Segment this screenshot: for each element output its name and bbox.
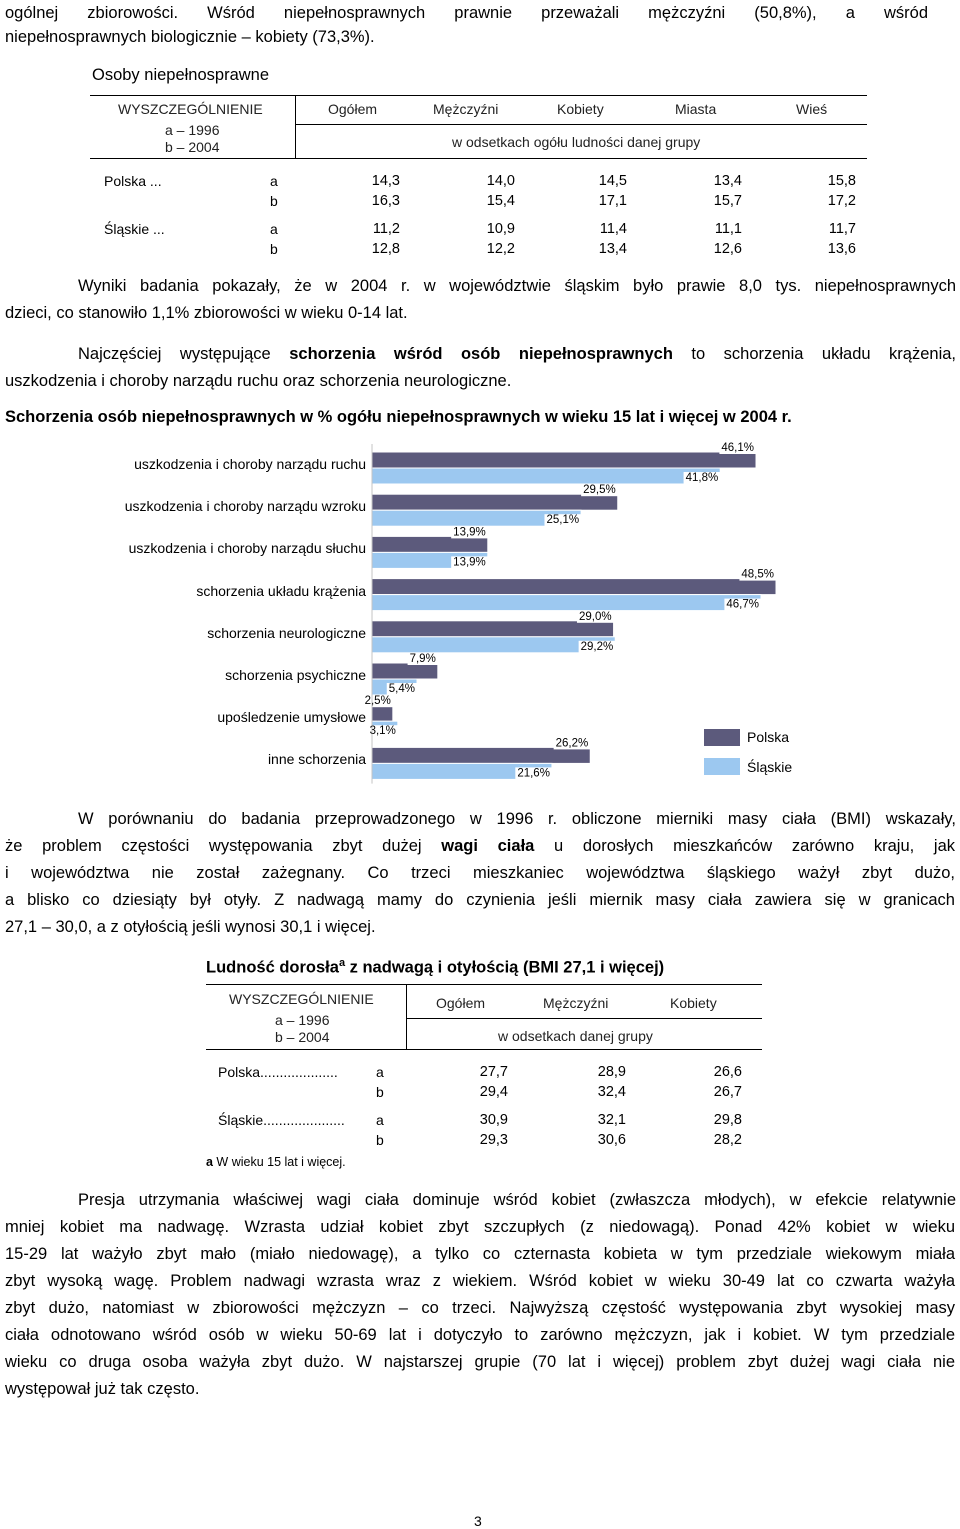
table2-row-polska <box>0 1064 960 1104</box>
table2-cell: 32,4 <box>597 1084 626 1100</box>
table2-region: Polska.................... <box>218 1064 338 1080</box>
bar-value-label: 46,7% <box>726 598 760 611</box>
para4-line-4: zbyt wysoką wagę. Problem nadwagi wzrasta wraz z wiekiem. Wśród kobiet w wieku 30-49 lat co czwarta ważyła <box>5 1272 955 1290</box>
table1-spec-header: WYSZCZEGÓLNIENIE <box>118 101 263 117</box>
table2-title-a: Ludność dorosła <box>206 958 339 977</box>
bar-polska <box>372 536 488 552</box>
table1-cell: 12,6 <box>713 241 742 257</box>
table2-spec-b: b – 2004 <box>275 1029 330 1045</box>
bar-value-label: 46,1% <box>721 442 755 454</box>
table1-col-cities: Miasta <box>675 101 717 117</box>
table1-spec-a: a – 1996 <box>165 122 220 138</box>
para4-line-2: mniej kobiet ma nadwagę. Wzrasta udział kobiet zbyt szczupłych (z niedowagą). Ponad 42% kobiet w wieku <box>5 1218 955 1236</box>
chart-legend <box>700 727 820 782</box>
bar-value-label: 7,9% <box>409 653 436 665</box>
para3-line-5: 27,1 – 30,0, a z otyłością jeśli wynosi 30,1 i więcej. <box>5 918 376 936</box>
table2-footnote-mark: a <box>206 1155 213 1169</box>
table1-row-polska <box>0 173 960 213</box>
chart-category-label: uszkodzenia i choroby narządu ruchu <box>134 456 366 472</box>
chart-category-label: schorzenia neurologiczne <box>207 624 366 641</box>
table2-title <box>206 957 664 978</box>
table1-title: Osoby niepełnosprawne <box>92 66 270 84</box>
para4-line-1: Presja utrzymania właściwej wagi ciała dominuje wśród kobiet (zwłaszcza młodych), w efekcie relatywnie <box>78 1191 956 1209</box>
legend-label-polska: Polska <box>747 729 790 745</box>
table1-col-village: Wieś <box>796 101 828 117</box>
table1-cell: 14,5 <box>598 173 627 189</box>
table1-cell: 13,4 <box>713 173 742 189</box>
table2-b-label: b <box>376 1132 384 1148</box>
bar-value-label: 41,8% <box>685 472 719 484</box>
table1-a-label: a <box>270 221 278 237</box>
bar-value-label: 25,1% <box>546 514 580 527</box>
table2-cell: 30,6 <box>597 1132 626 1148</box>
table2-cell: 26,7 <box>713 1084 742 1100</box>
table2-unit: w odsetkach danej grupy <box>498 1028 653 1044</box>
bar-value-label: 3,1% <box>369 725 396 738</box>
table2-title-b: z nadwagą i otyłością (BMI 27,1 i więcej) <box>345 958 665 977</box>
para4-line-7: wieku co druga osoba ważyła zbyt dużo. W najstarszej grupie (70 lat i więcej) problem zbyt dużej wagi ciała nie <box>5 1353 955 1371</box>
chart-category-label: upośledzenie umysłowe <box>217 709 366 726</box>
chart-category-label: uszkodzenia i choroby narządu słuchu <box>128 540 366 557</box>
table2-b-label: b <box>376 1084 384 1100</box>
table1-cell: 11,1 <box>714 221 742 237</box>
table1-cell: 15,8 <box>827 173 856 189</box>
chart-category-label: inne schorzenia <box>267 751 366 768</box>
bar-value-label: 13,9% <box>453 556 486 569</box>
table2-a-label: a <box>376 1064 384 1080</box>
para3-text-c: u dorosłych mieszkańców zarówno kraju, jak <box>534 837 955 855</box>
table1-cell: 11,4 <box>599 221 627 237</box>
para3-line-4: a blisko co dziesiąty był otyły. Z nadwagą mamy do czynienia jeśli miernik masy ciała zawiera się w granicach <box>5 891 955 909</box>
intro-line-1: ogólnej zbiorowości. Wśród niepełnosprawnych prawnie przeważali mężczyźni (50,8%), a wśród <box>5 4 928 22</box>
bar-value-label: 5,4% <box>388 683 415 695</box>
bar-polska <box>372 663 438 679</box>
table2-title-sup: a <box>338 957 346 969</box>
table1-cell: 11,7 <box>828 221 856 237</box>
table2-row-slaskie <box>0 1112 960 1152</box>
bar-value-label: 29,0% <box>578 610 612 623</box>
table1-cell: 16,3 <box>371 193 400 209</box>
bar-polska <box>372 621 614 637</box>
bar-polska <box>372 705 393 721</box>
table1-a-label: a <box>270 173 278 189</box>
table1-cell: 13,4 <box>598 241 627 257</box>
para4-line-6: ciała odnotowano wśród osób w wieku 50-69 lat i dotyczyło to zarówno mężczyzn, jak i kobiet. W tym przedziale <box>5 1326 955 1344</box>
table1-col-men: Mężczyźni <box>433 101 499 117</box>
table2-header-rule <box>407 1018 762 1019</box>
table2-cell: 30,9 <box>479 1112 508 1128</box>
table1-cell: 13,6 <box>827 241 856 257</box>
table1-header-divider <box>295 95 296 158</box>
para3-line-2 <box>5 833 955 860</box>
chart-category-label: uszkodzenia i choroby narządu wzroku <box>124 498 366 515</box>
bar-polska <box>372 747 590 763</box>
para2-text-c: to schorzenia układu krążenia, <box>672 345 956 363</box>
para2-text-a: Najczęściej występujące <box>78 345 290 363</box>
para3-line-1: W porównaniu do badania przeprowadzonego w 1996 r. obliczone mierniki masy ciała (BMI) wskazały, <box>78 810 956 828</box>
table2-col-men: Mężczyźni <box>543 995 609 1011</box>
table2-spec-a: a – 1996 <box>275 1012 330 1028</box>
table1-cell: 10,9 <box>486 221 515 237</box>
table1-col-total: Ogółem <box>328 101 378 117</box>
bar-slaskie <box>372 468 720 484</box>
table1-b-label: b <box>270 241 278 257</box>
table2-cell: 26,6 <box>713 1064 742 1080</box>
para3-text-bold: wagi ciała <box>441 837 535 855</box>
bar-polska <box>372 452 756 468</box>
table2-footnote-text: W wieku 15 lat i więcej. <box>212 1155 346 1169</box>
bar-value-label: 29,5% <box>583 484 616 497</box>
para1-line-1: Wyniki badania pokazały, że w 2004 r. w województwie śląskim było prawie 8,0 tys. niepełnosprawnych <box>78 277 956 295</box>
bar-value-label: 21,6% <box>517 767 550 780</box>
bar-value-label: 26,2% <box>555 737 589 750</box>
bar-value-label: 13,9% <box>453 526 486 539</box>
para4-line-5: zbyt dużo, natomiast w zbiorowości mężczyzn – co trzeci. Najwyższą częstość występowania zbyt wysokiej masy <box>5 1299 955 1317</box>
table2-spec-header: WYSZCZEGÓLNIENIE <box>229 991 374 1007</box>
para1-line-2: dzieci, co stanowiło 1,1% zbiorowości w wieku 0-14 lat. <box>5 304 408 322</box>
table2-cell: 29,8 <box>713 1112 742 1128</box>
chart-category-label: schorzenia układu krążenia <box>196 582 366 599</box>
legend-swatch-polska <box>704 729 740 746</box>
bar-polska <box>372 494 618 510</box>
table1-col-women: Kobiety <box>557 101 604 117</box>
table2-cell: 28,2 <box>713 1132 742 1148</box>
para3-line-3: i województwa nie został zażegnany. Co trzeci mieszkaniec województwa śląskiego ważył zbyt dużo, <box>5 864 955 882</box>
bar-slaskie <box>372 595 761 611</box>
table2-header-divider <box>406 984 407 1049</box>
intro-line-2: niepełnosprawnych biologicznie – kobiety (73,3%). <box>5 28 375 46</box>
para2-line-1 <box>78 341 956 368</box>
table1-cell: 11,2 <box>372 221 400 237</box>
legend-swatch-slaskie <box>704 758 740 775</box>
table1-header-rule <box>296 124 867 125</box>
table1-cell: 12,8 <box>371 241 400 257</box>
table1-region: Śląskie ... <box>104 221 165 237</box>
table2-col-total: Ogółem <box>436 995 486 1011</box>
table1-b-label: b <box>270 193 278 209</box>
table1-row-slaskie <box>0 221 960 261</box>
para4-line-3: 15-29 lat ważyło zbyt mało (miało niedowagę), a tylko co czternasta kobieta w tym przedziale wiekowym miała <box>5 1245 955 1263</box>
table1-spec-b: b – 2004 <box>165 139 220 155</box>
table2-footnote <box>206 1155 346 1169</box>
bar-polska <box>372 579 776 595</box>
table2-mid-rule <box>206 1049 762 1050</box>
table2-top-rule <box>206 984 762 985</box>
table1-cell: 14,3 <box>371 173 400 189</box>
table1-unit: w odsetkach ogółu ludności danej grupy <box>452 134 701 150</box>
para4-line-8: występował już tak często. <box>5 1380 200 1398</box>
table2-cell: 32,1 <box>597 1112 626 1128</box>
table2-cell: 29,4 <box>479 1084 508 1100</box>
bar-value-label: 29,2% <box>580 640 614 653</box>
table2-cell: 29,3 <box>479 1132 508 1148</box>
table2-cell: 27,7 <box>479 1064 508 1080</box>
table1-cell: 12,2 <box>486 241 515 257</box>
table1-top-rule <box>90 95 867 96</box>
page-number: 3 <box>474 1513 482 1529</box>
bar-value-label: 2,5% <box>364 695 391 708</box>
para3-text-a: że problem częstości występowania zbyt dużej <box>5 837 442 855</box>
chart-title: Schorzenia osób niepełnosprawnych w % ogółu niepełnosprawnych w wieku 15 lat i więcej w 2004 r. <box>5 408 792 426</box>
table1-cell: 14,0 <box>486 173 515 189</box>
legend-label-slaskie: Śląskie <box>747 759 793 775</box>
chart-category-label: schorzenia psychiczne <box>225 667 366 683</box>
table1-mid-rule <box>90 158 867 159</box>
table2-region: Śląskie..................... <box>218 1112 345 1128</box>
table2-col-women: Kobiety <box>670 995 717 1011</box>
table2-a-label: a <box>376 1112 384 1128</box>
table1-cell: 17,2 <box>827 193 856 209</box>
table1-region: Polska ... <box>104 173 162 189</box>
bar-value-label: 48,5% <box>741 568 775 581</box>
table1-cell: 15,4 <box>486 193 515 209</box>
para2-line-2: uszkodzenia i choroby narządu ruchu oraz schorzenia neurologiczne. <box>5 372 512 390</box>
table1-cell: 15,7 <box>713 193 742 209</box>
table2-cell: 28,9 <box>597 1064 626 1080</box>
para2-text-bold: schorzenia wśród osób niepełnosprawnych <box>289 345 673 363</box>
table1-cell: 17,1 <box>598 193 627 209</box>
